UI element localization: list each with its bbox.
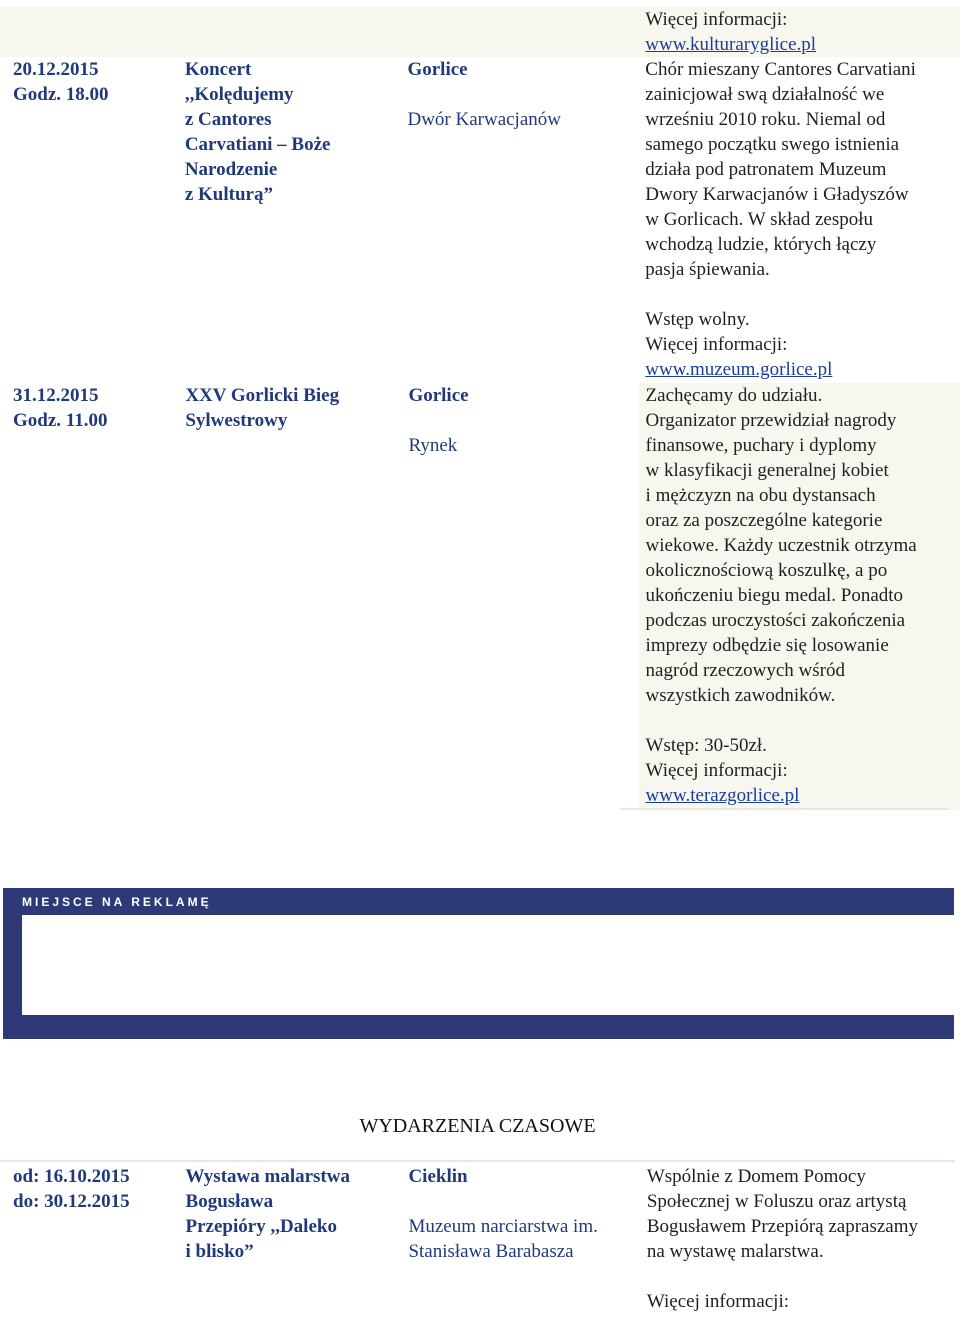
desc-line: Dwory Karwacjanów i Gładyszów bbox=[645, 184, 909, 205]
more-info-link[interactable]: www.kulturaryglice.pl bbox=[645, 34, 817, 55]
event-city: Gorlice bbox=[408, 385, 469, 406]
more-info-label: Więcej informacji: bbox=[645, 9, 788, 30]
event-title-line: z Cantores bbox=[184, 109, 272, 130]
more-info-label: Więcej informacji: bbox=[646, 1291, 790, 1312]
exhibition-title-line: Przepióry ,,Daleko bbox=[185, 1216, 337, 1237]
ad-placeholder bbox=[22, 915, 954, 1015]
desc-line: podczas uroczystości zakończenia bbox=[645, 610, 906, 631]
more-info-link[interactable]: www.muzeum.gorlice.pl bbox=[645, 359, 833, 380]
event-time: Godz. 11.00 bbox=[13, 410, 108, 431]
event-venue: Rynek bbox=[408, 435, 458, 456]
more-info-label: Więcej informacji: bbox=[645, 760, 788, 781]
desc-line: zainicjował swą działalność we bbox=[645, 84, 885, 105]
section-title: WYDARZENIA CZASOWE bbox=[359, 1115, 596, 1137]
desc-line: Wspólnie z Domem Pomocy bbox=[646, 1166, 866, 1187]
event-title-line: Sylwestrowy bbox=[185, 410, 288, 431]
desc-line: działa pod patronatem Muzeum bbox=[645, 159, 887, 180]
desc-line: samego początku swego istnienia bbox=[645, 134, 900, 155]
desc-line: imprezy odbędzie się losowanie bbox=[645, 635, 889, 656]
event-city: Gorlice bbox=[407, 59, 468, 80]
exhibition-title-line: Wystawa malarstwa bbox=[185, 1166, 350, 1187]
desc-line: finansowe, puchary i dyplomy bbox=[645, 435, 877, 456]
desc-line: Chór mieszany Cantores Carvatiani bbox=[645, 59, 916, 80]
event-venue: Dwór Karwacjanów bbox=[407, 109, 561, 130]
events-table bbox=[0, 7, 960, 382]
desc-line: Społecznej w Foluszu oraz artystą bbox=[646, 1191, 907, 1212]
event-title-line: z Kulturą” bbox=[184, 184, 273, 205]
ad-label: MIEJSCE NA REKLAMĘ bbox=[22, 895, 212, 909]
desc-line: Bogusławem Przepiórą zapraszamy bbox=[646, 1216, 919, 1237]
exhibition-title-line: Bogusława bbox=[185, 1191, 274, 1212]
desc-line: nagród rzeczowych wśród bbox=[645, 660, 845, 681]
table-row bbox=[0, 383, 960, 810]
exhibitions-table bbox=[0, 1164, 960, 1314]
ad-banner[interactable] bbox=[3, 888, 954, 1039]
event-date: 31.12.2015 bbox=[13, 385, 99, 406]
desc-line: wchodzą ludzie, których łączy bbox=[645, 234, 877, 255]
exhibition-venue-line: Stanisława Barabasza bbox=[408, 1241, 574, 1262]
desc-line: Organizator przewidział nagrody bbox=[645, 410, 897, 431]
event-title-line: Carvatiani – Boże bbox=[184, 134, 331, 155]
table-divider bbox=[620, 808, 950, 810]
desc-line: wszystkich zawodników. bbox=[645, 685, 836, 706]
table-row bbox=[0, 7, 960, 57]
desc-line: w Gorlicach. W skład zespołu bbox=[645, 209, 874, 230]
desc-line: okolicznościową koszulkę, a po bbox=[645, 560, 888, 581]
event-title-line: ,,Kolędujemy bbox=[184, 84, 294, 105]
desc-line: pasja śpiewania. bbox=[645, 259, 770, 280]
desc-line: ukończeniu biegu medal. Ponadto bbox=[645, 585, 904, 606]
desc-line: wrześniu 2010 roku. Niemal od bbox=[645, 109, 886, 130]
exhibition-from: od: 16.10.2015 bbox=[13, 1166, 130, 1187]
exhibition-venue-line: Muzeum narciarstwa im. bbox=[408, 1216, 598, 1237]
exhibition-to: do: 30.12.2015 bbox=[13, 1191, 130, 1212]
more-info-link[interactable]: www.terazgorlice.pl bbox=[645, 785, 800, 806]
desc-line: na wystawę malarstwa. bbox=[646, 1241, 824, 1262]
desc-line: wiekowe. Każdy uczestnik otrzyma bbox=[645, 535, 917, 556]
table-row bbox=[0, 57, 960, 382]
desc-line: i mężczyzn na obu dystansach bbox=[645, 485, 876, 506]
event-time: Godz. 18.00 bbox=[13, 84, 109, 105]
events-table-2 bbox=[0, 383, 960, 810]
desc-line: w klasyfikacji generalnej kobiet bbox=[645, 460, 889, 481]
event-date: 20.12.2015 bbox=[13, 59, 99, 80]
event-title-line: Koncert bbox=[184, 59, 252, 80]
more-info-label: Więcej informacji: bbox=[645, 334, 788, 355]
exhibition-title-line: i blisko” bbox=[185, 1241, 254, 1262]
section-divider bbox=[0, 1160, 955, 1162]
table-row bbox=[0, 1164, 960, 1314]
desc-line: Zachęcamy do udziału. bbox=[645, 385, 823, 406]
event-title-line: Narodzenie bbox=[184, 159, 278, 180]
exhibition-city: Cieklin bbox=[408, 1166, 468, 1187]
desc-line: oraz za poszczególne kategorie bbox=[645, 510, 883, 531]
entry-info: Wstęp wolny. bbox=[645, 309, 750, 330]
entry-info: Wstęp: 30-50zł. bbox=[645, 735, 767, 756]
event-title-line: XXV Gorlicki Bieg bbox=[185, 385, 340, 406]
